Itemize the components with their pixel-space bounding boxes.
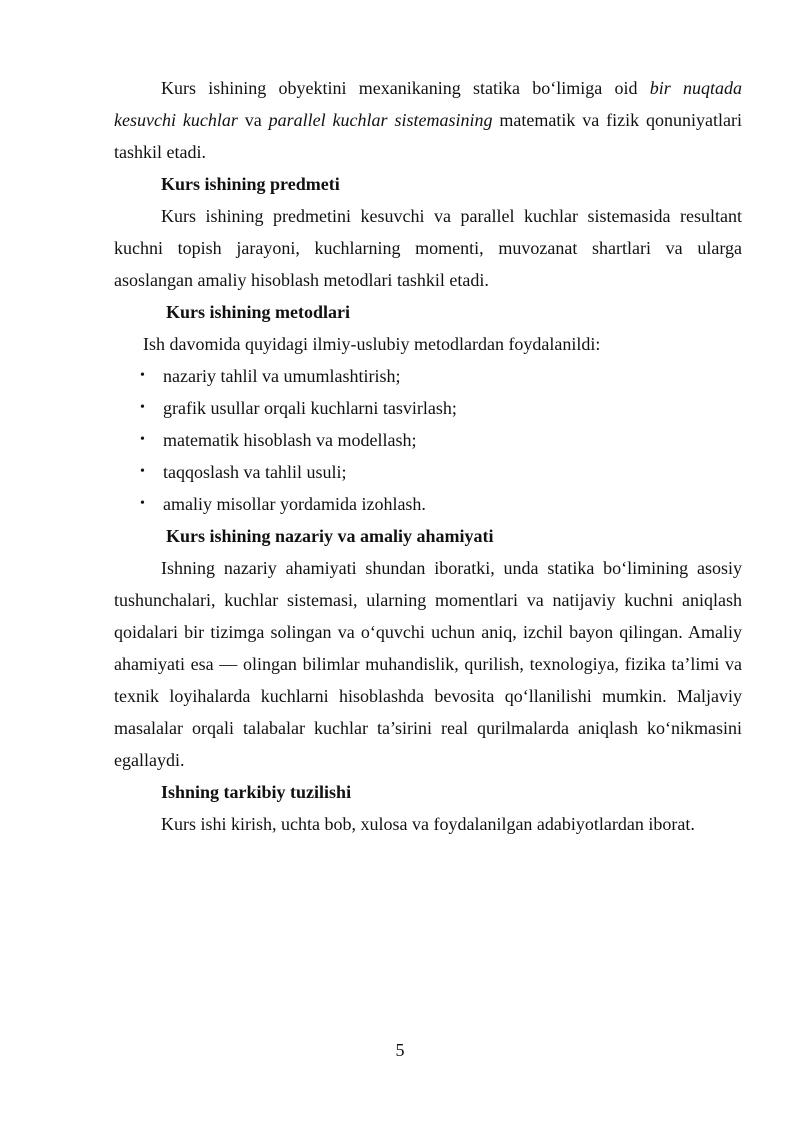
list-item-text: grafik usullar orqali kuchlarni tasvirlash; [163, 398, 457, 418]
methods-list [114, 360, 742, 520]
list-item [114, 488, 742, 520]
list-item-text: matematik hisoblash va modellash; [163, 430, 417, 450]
object-text-a: Kurs ishining obyektini mexanikaning statika bo‘limiga oid [161, 78, 650, 98]
list-item-text: nazariy tahlil va umumlashtirish; [163, 366, 401, 386]
heading-significance: Kurs ishining nazariy va amaliy ahamiyati [166, 526, 494, 546]
list-item [114, 424, 742, 456]
heading-structure: Ishning tarkibiy tuzilishi [161, 782, 352, 802]
object-text-c: matematik va fizik qonuniyatlari tashkil etadi. [114, 110, 742, 162]
page-number: 5 [395, 1040, 405, 1060]
bullet-icon: • [140, 368, 145, 383]
bullet-icon: • [140, 464, 145, 479]
significance-paragraph: Ishning nazariy ahamiyati shundan iboratki, unda statika bo‘limining asosiy tushunchalari, kuchlar sistemasi, ularning momentlari va natijaviy kuchni aniqlash qoidalari bir tizimga solingan va o‘quvchi uchun aniq, izchil bayon qilingan. Amaliy ahamiyati esa — olingan bilimlar muhandislik, qurilish, texnologiya, fizika ta’limi va texnik loyihalarda kuchlarni hisoblashda bevosita qo‘llanilishi mumkin. Maljaviy masalalar orqali talabalar kuchlar ta’sirini real qurilmalarda aniqlash ko‘nikmasini egallaydi. [114, 558, 742, 770]
bullet-icon: • [140, 496, 145, 511]
object-paragraph [114, 72, 742, 168]
list-item-text: taqqoslash va tahlil usuli; [163, 462, 347, 482]
list-item [114, 456, 742, 488]
object-emphasis-2: parallel kuchlar sistemasining [268, 110, 493, 130]
list-item [114, 392, 742, 424]
heading-methods: Kurs ishining metodlari [166, 302, 351, 322]
bullet-icon: • [140, 400, 145, 415]
object-text-b: va [237, 110, 269, 130]
heading-subject: Kurs ishining predmeti [161, 174, 340, 194]
list-item [114, 360, 742, 392]
methods-intro: Ish davomida quyidagi ilmiy-uslubiy metodlardan foydalanildi: [143, 334, 601, 354]
list-item-text: amaliy misollar yordamida izohlash. [163, 494, 426, 514]
object-emphasis-1: bir nuqtada kesuvchi kuchlar [114, 78, 742, 130]
subject-paragraph: Kurs ishining predmetini kesuvchi va parallel kuchlar sistemasida resultant kuchni topish jarayoni, kuchlarning momenti, muvozanat shartlari va ularga asoslangan amaliy hisoblash metodlari tashkil etadi. [114, 206, 742, 290]
bullet-icon: • [140, 432, 145, 447]
structure-paragraph: Kurs ishi kirish, uchta bob, xulosa va foydalanilgan adabiyotlardan iborat. [161, 814, 695, 834]
page-content [114, 72, 742, 840]
